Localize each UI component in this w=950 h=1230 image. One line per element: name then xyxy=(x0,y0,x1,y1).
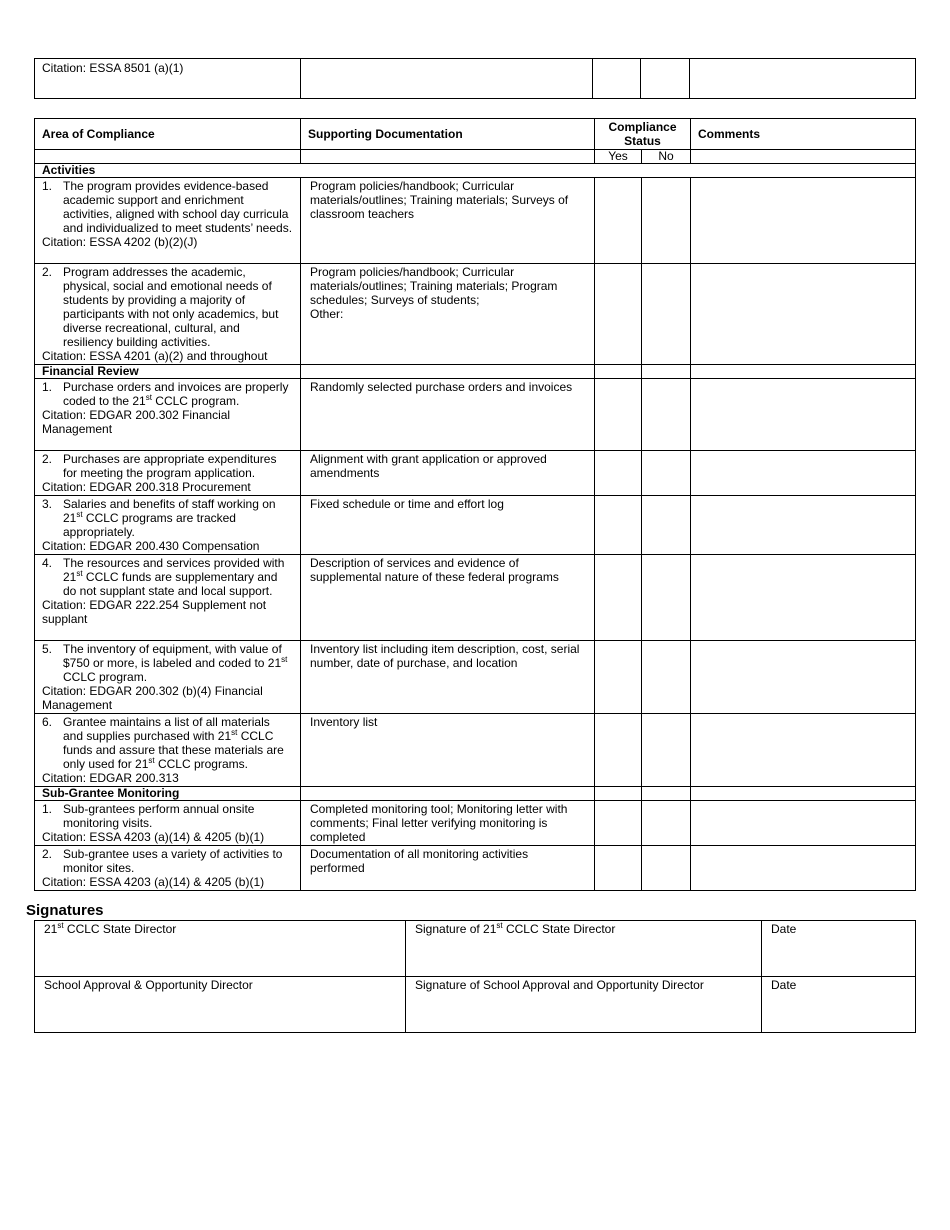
comments-cell[interactable] xyxy=(691,496,916,555)
item-text: Salaries and benefits of staff working on 21st CCLC programs are tracked appropriately. xyxy=(63,497,276,539)
item-text: The program provides evidence-based academic support and enrichment activities, aligned with school day curricula and individualized to meet students’ needs. xyxy=(63,179,293,235)
area-cell xyxy=(35,264,301,365)
area-cell xyxy=(35,178,301,264)
doc-cell xyxy=(301,178,595,264)
area-cell xyxy=(35,714,301,787)
item-number: 1. xyxy=(42,802,53,816)
comments-cell[interactable] xyxy=(691,451,916,496)
item-text: Sub-grantees perform annual onsite monitoring visits. xyxy=(63,802,255,830)
section-row-financial xyxy=(35,365,916,379)
item-citation: Citation: EDGAR 200.313 xyxy=(42,771,179,785)
blank-cell xyxy=(301,150,595,164)
area-cell xyxy=(35,801,301,846)
doc-other: Other: xyxy=(310,307,344,321)
role-cell: 21st CCLC State Director xyxy=(35,921,406,977)
area-cell xyxy=(35,379,301,451)
table-row xyxy=(35,555,916,641)
header-status: Compliance Status xyxy=(595,119,691,150)
doc-cell xyxy=(301,379,595,451)
item-number: 3. xyxy=(42,497,53,511)
doc-text: Program policies/handbook; Curricular materials/outlines; Training materials; Surveys of classroom teachers xyxy=(310,179,569,221)
no-cell[interactable] xyxy=(642,555,691,641)
yes-cell[interactable] xyxy=(595,496,642,555)
header-no: No xyxy=(642,150,691,164)
doc-cell xyxy=(301,641,595,714)
yes-cell[interactable] xyxy=(595,641,642,714)
no-cell[interactable] xyxy=(642,264,691,365)
signature-row xyxy=(35,921,916,977)
area-cell xyxy=(35,451,301,496)
top-yes-cell xyxy=(593,59,641,99)
table-row xyxy=(35,178,916,264)
item-number: 6. xyxy=(42,715,53,729)
yes-cell[interactable] xyxy=(595,264,642,365)
doc-cell xyxy=(301,496,595,555)
item-text: Grantee maintains a list of all materials and supplies purchased with 21st CCLC funds and assure that these materials are only used for 21st CCLC programs. xyxy=(63,715,284,771)
table-row xyxy=(35,641,916,714)
no-cell[interactable] xyxy=(642,641,691,714)
blank-cell xyxy=(691,150,916,164)
section-row-activities xyxy=(35,164,916,178)
date-label: Date xyxy=(771,978,797,992)
comments-cell[interactable] xyxy=(691,846,916,891)
doc-text: Inventory list including item description, cost, serial number, date of purchase, and location xyxy=(310,642,580,670)
role-cell: School Approval & Opportunity Director xyxy=(35,977,406,1033)
item-number: 2. xyxy=(42,452,53,466)
comments-cell[interactable] xyxy=(691,555,916,641)
yes-cell[interactable] xyxy=(595,451,642,496)
table-row xyxy=(35,801,916,846)
item-text: Sub-grantee uses a variety of activities to monitor sites. xyxy=(63,847,283,875)
item-number: 2. xyxy=(42,847,53,861)
header-yes: Yes xyxy=(595,150,642,164)
item-citation: Citation: EDGAR 200.430 Compensation xyxy=(42,539,260,553)
item-text: Purchases are appropriate expenditures for meeting the program application. xyxy=(63,452,277,480)
date-label: Date xyxy=(771,922,797,936)
date-cell[interactable] xyxy=(762,921,916,977)
no-cell[interactable] xyxy=(642,379,691,451)
date-cell[interactable] xyxy=(762,977,916,1033)
yes-no-row xyxy=(35,150,916,164)
area-cell xyxy=(35,496,301,555)
top-citation-table xyxy=(34,58,916,99)
signatures-heading: Signatures xyxy=(26,902,104,919)
table-row xyxy=(35,846,916,891)
header-comments: Comments xyxy=(691,119,916,150)
item-number: 2. xyxy=(42,265,53,279)
item-number: 5. xyxy=(42,642,53,656)
item-citation: Citation: EDGAR 200.302 (b)(4) Financial Management xyxy=(42,684,263,712)
item-citation: Citation: ESSA 4201 (a)(2) and throughout xyxy=(42,349,268,363)
doc-cell xyxy=(301,801,595,846)
doc-cell xyxy=(301,846,595,891)
doc-text: Completed monitoring tool; Monitoring letter with comments; Final letter verifying monitoring is completed xyxy=(310,802,568,844)
item-citation: Citation: EDGAR 200.318 Procurement xyxy=(42,480,251,494)
no-cell[interactable] xyxy=(642,496,691,555)
yes-cell[interactable] xyxy=(595,379,642,451)
top-citation-cell xyxy=(35,59,301,99)
comments-cell[interactable] xyxy=(691,714,916,787)
top-citation-text: Citation: ESSA 8501 (a)(1) xyxy=(42,61,184,75)
doc-cell xyxy=(301,451,595,496)
table-row xyxy=(35,714,916,787)
area-cell xyxy=(35,846,301,891)
doc-cell xyxy=(301,264,595,365)
item-citation: Citation: ESSA 4202 (b)(2)(J) xyxy=(42,235,198,249)
doc-cell xyxy=(301,555,595,641)
yes-cell[interactable] xyxy=(595,178,642,264)
yes-cell[interactable] xyxy=(595,714,642,787)
item-number: 1. xyxy=(42,380,53,394)
table-row xyxy=(35,379,916,451)
header-row xyxy=(35,119,916,150)
item-citation: Citation: ESSA 4203 (a)(14) & 4205 (b)(1) xyxy=(42,830,265,844)
doc-text: Inventory list xyxy=(310,715,378,729)
doc-text: Randomly selected purchase orders and invoices xyxy=(310,380,573,394)
doc-text: Fixed schedule or time and effort log xyxy=(310,497,504,511)
section-title: Activities xyxy=(35,164,916,178)
item-citation: Citation: EDGAR 200.302 Financial Management xyxy=(42,408,231,436)
item-text: The inventory of equipment, with value of $750 or more, is labeled and coded to 21st CCLC program. xyxy=(63,642,288,684)
table-row xyxy=(35,264,916,365)
no-cell[interactable] xyxy=(642,846,691,891)
compliance-table xyxy=(34,118,916,891)
top-doc-cell xyxy=(301,59,593,99)
signatures-table xyxy=(34,920,916,1033)
doc-text: Alignment with grant application or approved amendments xyxy=(310,452,547,480)
signature-row xyxy=(35,977,916,1033)
item-number: 4. xyxy=(42,556,53,570)
yes-cell[interactable] xyxy=(595,555,642,641)
item-citation: Citation: EDGAR 222.254 Supplement not supplant xyxy=(42,598,267,626)
item-text: The resources and services provided with 21st CCLC funds are supplementary and do not supplant state and local support. xyxy=(63,556,285,598)
yes-cell[interactable] xyxy=(595,801,642,846)
no-cell[interactable] xyxy=(642,714,691,787)
no-cell[interactable] xyxy=(642,451,691,496)
table-row xyxy=(35,451,916,496)
table-row xyxy=(35,496,916,555)
comments-cell[interactable] xyxy=(691,641,916,714)
signature-cell[interactable]: Signature of 21st CCLC State Director xyxy=(406,921,762,977)
item-text: Program addresses the academic, physical, social and emotional needs of students by providing a majority of participants with not only academics, but diverse recreational, cultural, and resiliency building activities. xyxy=(63,265,279,349)
item-citation: Citation: ESSA 4203 (a)(14) & 4205 (b)(1) xyxy=(42,875,265,889)
doc-text: Description of services and evidence of supplemental nature of these federal programs xyxy=(310,556,559,584)
header-supporting: Supporting Documentation xyxy=(301,119,595,150)
no-cell[interactable] xyxy=(642,178,691,264)
signature-cell[interactable]: Signature of School Approval and Opportunity Director xyxy=(406,977,762,1033)
top-no-cell xyxy=(641,59,690,99)
top-comments-cell xyxy=(690,59,916,99)
no-cell[interactable] xyxy=(642,801,691,846)
item-number: 1. xyxy=(42,179,53,193)
doc-cell xyxy=(301,714,595,787)
comments-cell[interactable] xyxy=(691,801,916,846)
item-text: Purchase orders and invoices are properly coded to the 21st CCLC program. xyxy=(63,380,289,408)
header-area: Area of Compliance xyxy=(35,119,301,150)
area-cell xyxy=(35,555,301,641)
comments-cell[interactable] xyxy=(691,178,916,264)
comments-cell[interactable] xyxy=(691,379,916,451)
doc-text: Program policies/handbook; Curricular materials/outlines; Training materials; Program schedules; Surveys of students; xyxy=(310,265,558,307)
section-row-subgrantee xyxy=(35,787,916,801)
comments-cell[interactable] xyxy=(691,264,916,365)
section-title: Financial Review xyxy=(35,365,301,379)
doc-text: Documentation of all monitoring activities performed xyxy=(310,847,529,875)
yes-cell[interactable] xyxy=(595,846,642,891)
blank-cell xyxy=(35,150,301,164)
area-cell xyxy=(35,641,301,714)
section-title: Sub-Grantee Monitoring xyxy=(35,787,301,801)
